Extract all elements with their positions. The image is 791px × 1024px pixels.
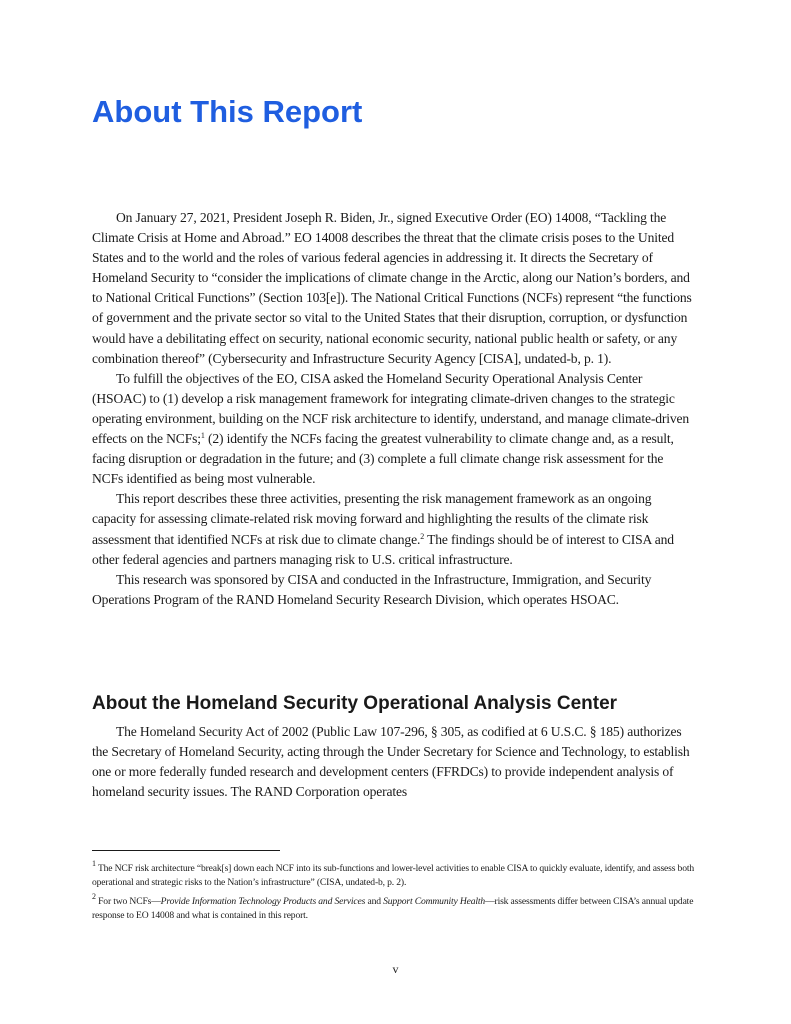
intro-paragraph: On January 27, 2021, President Joseph R. Biden, Jr., signed Executive Order (EO) 14008, “Tackling the Climate Crisis at Home and Abroad.” EO 14008 describes the threat that the climate crisis poses to the United States and to the world and the roles of various federal agencies in addressing it. It directs the Secretary of Homeland Security to “consider the implications of climate change in the Arctic, along our Nation’s borders, and to National Critical Functions” (Section 103[e]). The National Critical Functions (NCFs) represent “the functions of government and the private sector so vital to the United States that their disruption, corruption, or dysfunction would have a debilitating effect on security, national economic security, national public health or safety, or any combination thereof” (Cybersecurity and Infrastructure Security Agency [CISA], undated-b, p. 1). [92,210,692,366]
section-heading-hsoac: About the Homeland Security Operational Analysis Center [92,693,618,714]
footnote-2: $^2$ For two NCFs—Provide Information Technology Products and Services and Support Community Health—risk assessments differ between CISA’s annual update response to EO 14008 and what is contained in this report. [92,892,694,921]
page-number: v [392,962,399,976]
intro-paragraph: This report describes these three activities, presenting the risk management framework as an ongoing capacity for assessing climate-related risk moving forward and highlighting the results of the climate risk assessment that identified NCFs at risk due to climate change.$^2$ The findings should be of interest to CISA and other federal agencies and partners managing risk to U.S. critical infrastructure. [92,491,674,567]
intro-paragraph: This research was sponsored by CISA and conducted in the Infrastructure, Immigration, and Security Operations Program of the RAND Homeland Security Research Division, which operates HSOAC. [92,571,652,607]
footnotes [92,859,698,928]
intro-paragraph: To fulfill the objectives of the EO, CISA asked the Homeland Security Operational Analysis Center (HSOAC) to (1) develop a risk management framework for integrating climate-driven changes to the strategic operating environment, building on the NCF risk architecture to identify, understand, and manage climate-driven effects on the NCFs;$^1$ (2) identify the NCFs facing the greatest vulnerability to climate change and, as a result, facing disruption or degradation in the future; and (3) complete a full climate change risk assessment for the NCFs identified as being most vulnerable. [92,370,690,487]
intro-section [92,208,696,610]
footnote-1: $^1$ The NCF risk architecture “break[s] down each NCF into its sub-functions and lower-level activities to enable CISA to quickly evaluate, identify, and assess both operational and strategic risks to the Nation’s infrastructure” (CISA, undated-b, p. 2). [92,859,695,888]
page-title: About This Report [92,94,363,129]
hsoac-paragraph: The Homeland Security Act of 2002 (Public Law 107-296, § 305, as codified at 6 U.S.C. § 185) authorizes the Secretary of Homeland Security, acting through the Under Secretary for Science and Technology, to establish one or more federally funded research and development centers (FFRDCs) to provide independent analysis of homeland security issues. The RAND Corporation operates [92,724,690,800]
hsoac-section [92,722,696,802]
footnote-ref-2[interactable]: 2 [420,531,425,541]
footnote-ref-1[interactable]: 1 [200,431,205,441]
footnote-divider [92,850,280,851]
